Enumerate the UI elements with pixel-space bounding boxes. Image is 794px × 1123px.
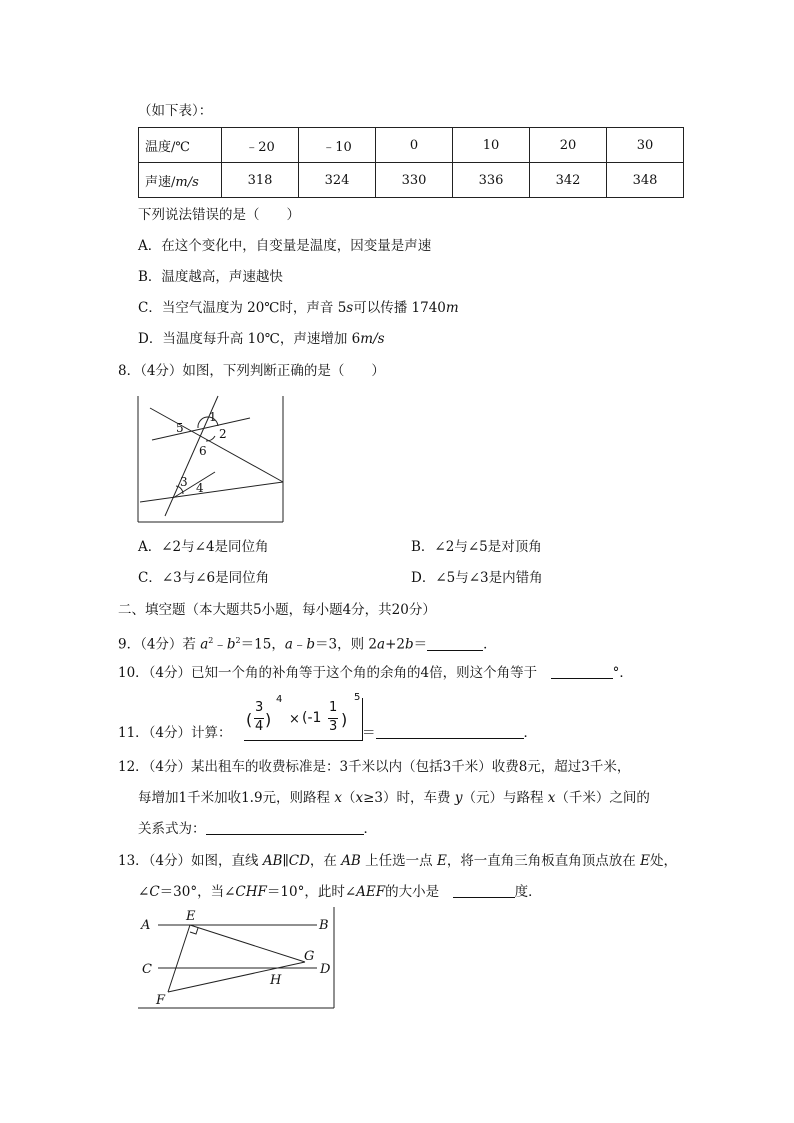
angle-6-label: 6 xyxy=(199,444,207,458)
q11-prefix: 11．（4分）计算： xyxy=(118,725,232,741)
table-cell: 342 xyxy=(530,163,607,198)
answer-blank[interactable] xyxy=(427,636,483,651)
q8-option-d: D．∠5与∠3是内错角 xyxy=(411,570,543,586)
q7-option-c: C．当空气温度为 20℃时，声音 5s可以传播 1740m xyxy=(138,300,459,316)
table-cell: 318 xyxy=(222,163,299,198)
section-title: 二、填空题（本大题共5小题，每小题4分，共20分） xyxy=(118,602,436,618)
angle-1-label: 1 xyxy=(209,410,217,424)
q7-option-b: B．温度越高，声速越快 xyxy=(138,269,283,285)
q7-option-d: D．当温度每升高 10℃，声速增加 6m/s xyxy=(138,331,385,347)
point-d-label: D xyxy=(320,962,331,977)
angle-4-label: 4 xyxy=(196,481,204,495)
q13-line2: ∠C＝30°，当∠CHF＝10°，此时∠AEF的大小是 度． xyxy=(138,884,542,900)
table-cell: 10 xyxy=(453,128,530,163)
angle-2-label: 2 xyxy=(219,427,227,441)
q7-question: 下列说法错误的是（ ） xyxy=(138,207,300,223)
angle-3-label: 3 xyxy=(180,475,188,489)
point-c-label: C xyxy=(142,962,152,977)
q11-answer: ＝ ． xyxy=(362,725,537,741)
temperature-sound-table xyxy=(138,127,684,198)
table-row-label: 温度/℃ xyxy=(139,128,222,163)
table-row-label: 声速/m/s xyxy=(139,163,222,198)
q13-line1: 13．（4分）如图，直线 AB∥CD，在 AB 上任选一点 E，将一直角三角板直角顶点放在 E处， xyxy=(118,853,677,869)
table-row xyxy=(139,163,684,198)
q8-option-a: A．∠2与∠4是同位角 xyxy=(138,539,269,555)
point-e-label: E xyxy=(186,909,196,924)
table-cell: 324 xyxy=(299,163,376,198)
q12-line2: 每增加1千米加收1.9元，则路程 x（x≥3）时，车费 y（元）与路程 x（千米）之间的 xyxy=(138,790,650,806)
point-f-label: F xyxy=(156,993,166,1008)
q7-option-a: A．在这个变化中，自变量是温度，因变量是声速 xyxy=(138,238,432,254)
point-g-label: G xyxy=(304,949,315,964)
q12-line3: 关系式为： ． xyxy=(138,821,377,837)
q11-expression: ( 3 4 ) 4 × (-1 1 3 ) 5 xyxy=(244,698,363,741)
table-cell: 330 xyxy=(376,163,453,198)
table-intro: （如下表）： xyxy=(138,103,213,119)
point-h-label: H xyxy=(270,973,282,988)
point-b-label: B xyxy=(319,918,329,933)
table-cell: 336 xyxy=(453,163,530,198)
table-row xyxy=(139,128,684,163)
table-cell: ﹣20 xyxy=(222,128,299,163)
q12-line1: 12．（4分）某出租车的收费标准是：3千米以内（包括3千米）收费8元，超过3千米， xyxy=(118,759,631,775)
table-cell: ﹣10 xyxy=(299,128,376,163)
table-cell: 348 xyxy=(607,163,684,198)
answer-blank[interactable] xyxy=(206,820,364,835)
q9-text: 9．（4分）若 $a^2﹣b^2=15$，a﹣b＝3，则 2a+2b＝ ． xyxy=(118,636,497,653)
answer-blank[interactable] xyxy=(453,883,515,898)
point-a-label: A xyxy=(141,918,151,933)
answer-blank[interactable] xyxy=(376,724,524,739)
answer-blank[interactable] xyxy=(551,664,613,679)
q8-option-c: C．∠3与∠6是同位角 xyxy=(138,570,270,586)
angle-5-label: 5 xyxy=(176,421,184,435)
q8-option-b: B．∠2与∠5是对顶角 xyxy=(411,539,542,555)
table-cell: 20 xyxy=(530,128,607,163)
table-cell: 0 xyxy=(376,128,453,163)
table-cell: 30 xyxy=(607,128,684,163)
q10-text: 10．（4分）已知一个角的补角等于这个角的余角的4倍，则这个角等于 °． xyxy=(118,665,633,681)
q8-stem: 8．（4分）如图，下列判断正确的是（ ） xyxy=(118,363,385,379)
